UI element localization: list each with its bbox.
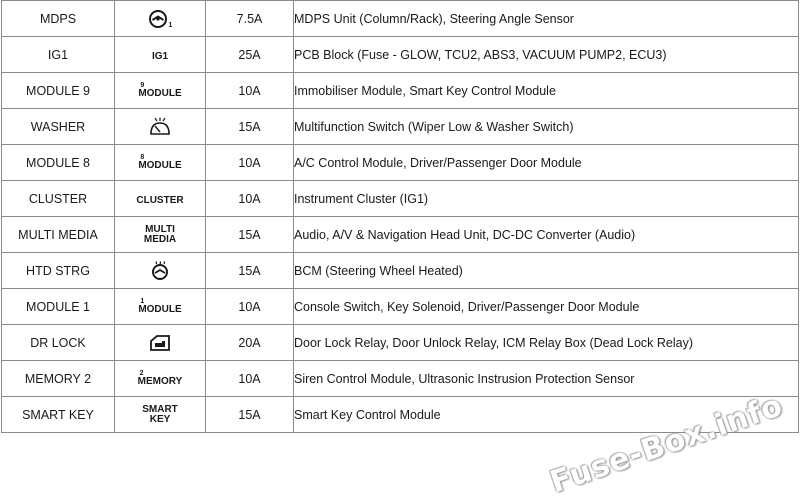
fuse-rating: 10A	[206, 289, 294, 325]
symbol-label-line2: KEY	[149, 413, 171, 425]
fuse-table-body	[2, 1, 799, 433]
fuse-description: Siren Control Module, Ultrasonic Instrusion Protection Sensor	[294, 361, 799, 397]
fuse-name: DR LOCK	[2, 325, 115, 361]
fuse-description: A/C Control Module, Driver/Passenger Door Module	[294, 145, 799, 181]
fuse-rating: 15A	[206, 397, 294, 433]
symbol-superscript: 9	[140, 82, 145, 89]
fuse-symbol	[115, 145, 206, 181]
fuse-symbol	[115, 181, 206, 217]
fuse-row	[2, 37, 799, 73]
symbol-label-box	[138, 298, 181, 315]
fuse-name: MODULE 8	[2, 145, 115, 181]
symbol-label-box	[136, 196, 183, 206]
fuse-name: WASHER	[2, 109, 115, 145]
fuse-description: MDPS Unit (Column/Rack), Steering Angle Sensor	[294, 1, 799, 37]
symbol-superscript: 2	[139, 370, 144, 377]
fuse-row	[2, 145, 799, 181]
fuse-symbol	[115, 37, 206, 73]
watermark: Fuse-Box.info	[546, 387, 788, 500]
symbol-label: MODULE	[138, 160, 182, 171]
fuse-row	[2, 109, 799, 145]
fuse-symbol	[115, 253, 206, 289]
fuse-name: MODULE 1	[2, 289, 115, 325]
fuse-row	[2, 217, 799, 253]
fuse-description: Console Switch, Key Solenoid, Driver/Passenger Door Module	[294, 289, 799, 325]
symbol-label-box	[142, 405, 178, 425]
fuse-rating: 15A	[206, 217, 294, 253]
fuse-rating: 10A	[206, 145, 294, 181]
fuse-description: BCM (Steering Wheel Heated)	[294, 253, 799, 289]
fuse-description: Door Lock Relay, Door Unlock Relay, ICM Relay Box (Dead Lock Relay)	[294, 325, 799, 361]
symbol-label-box	[138, 82, 181, 99]
fuse-rating: 15A	[206, 253, 294, 289]
fuse-rating: 10A	[206, 361, 294, 397]
symbol-label: MEMORY	[137, 376, 183, 387]
fuse-description: Audio, A/V & Navigation Head Unit, DC-DC Converter (Audio)	[294, 217, 799, 253]
fuse-row	[2, 1, 799, 37]
fuse-symbol	[115, 397, 206, 433]
fuse-name: HTD STRG	[2, 253, 115, 289]
symbol-label: IG1	[151, 50, 169, 62]
fuse-symbol	[115, 109, 206, 145]
symbol-label-box	[138, 370, 183, 387]
heated-steering-icon	[150, 263, 170, 277]
fuse-description: PCB Block (Fuse - GLOW, TCU2, ABS3, VACUUM PUMP2, ECU3)	[294, 37, 799, 73]
symbol-label-box	[138, 154, 181, 171]
fuse-rating: 15A	[206, 109, 294, 145]
fuse-name: MULTI MEDIA	[2, 217, 115, 253]
fuse-description: Immobiliser Module, Smart Key Control Module	[294, 73, 799, 109]
symbol-label: MODULE	[138, 88, 182, 99]
fuse-rating: 7.5A	[206, 1, 294, 37]
symbol-number: 1	[168, 21, 173, 29]
symbol-label-box	[152, 52, 168, 62]
symbol-label-line2: MEDIA	[143, 233, 177, 245]
fuse-name: CLUSTER	[2, 181, 115, 217]
fuse-symbol	[115, 361, 206, 397]
washer-icon	[148, 119, 172, 133]
fuse-table	[1, 0, 799, 433]
symbol-label-box	[144, 225, 176, 245]
symbol-superscript: 8	[140, 154, 145, 161]
symbol-superscript: 1	[140, 298, 145, 305]
fuse-name: MODULE 9	[2, 73, 115, 109]
steering-gauge-icon	[148, 11, 168, 25]
fuse-name: MEMORY 2	[2, 361, 115, 397]
fuse-symbol	[115, 217, 206, 253]
fuse-row	[2, 253, 799, 289]
fuse-row	[2, 361, 799, 397]
fuse-symbol	[115, 1, 206, 37]
fuse-name: MDPS	[2, 1, 115, 37]
fuse-symbol	[115, 289, 206, 325]
fuse-row	[2, 289, 799, 325]
fuse-symbol	[115, 325, 206, 361]
fuse-description: Smart Key Control Module	[294, 397, 799, 433]
door-lock-icon	[149, 335, 171, 349]
symbol-label-line1: MULTI	[145, 223, 175, 235]
fuse-rating: 10A	[206, 73, 294, 109]
fuse-name: IG1	[2, 37, 115, 73]
fuse-description: Instrument Cluster (IG1)	[294, 181, 799, 217]
fuse-rating: 20A	[206, 325, 294, 361]
symbol-label: CLUSTER	[136, 194, 184, 206]
fuse-rating: 25A	[206, 37, 294, 73]
symbol-label-line1: SMART	[142, 403, 178, 415]
fuse-name: SMART KEY	[2, 397, 115, 433]
symbol-label: MODULE	[138, 304, 182, 315]
fuse-description: Multifunction Switch (Wiper Low & Washer Switch)	[294, 109, 799, 145]
fuse-row	[2, 73, 799, 109]
fuse-symbol	[115, 73, 206, 109]
fuse-rating: 10A	[206, 181, 294, 217]
fuse-row	[2, 181, 799, 217]
fuse-row	[2, 325, 799, 361]
